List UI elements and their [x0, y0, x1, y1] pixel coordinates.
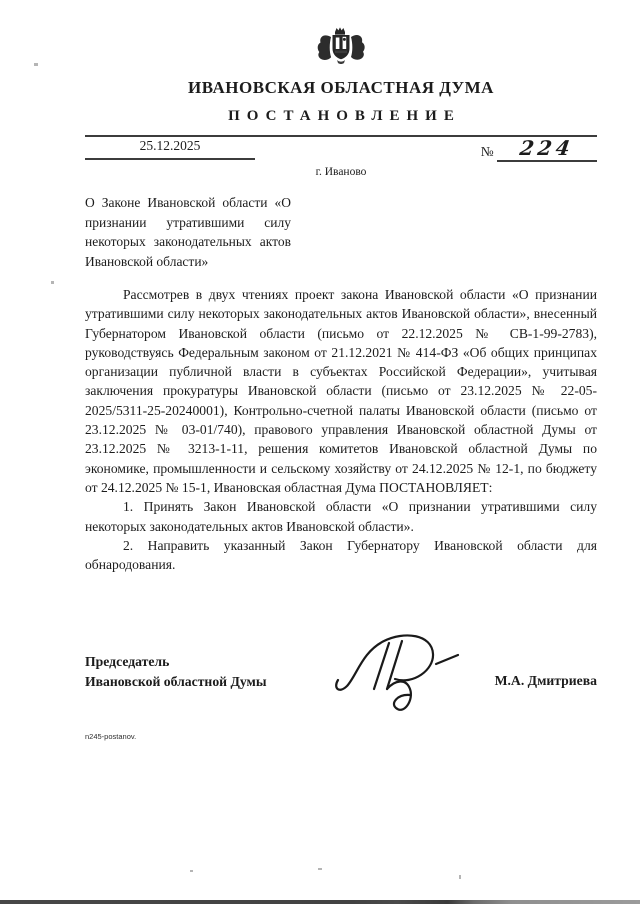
body-paragraph: Рассмотрев в двух чтениях проект закона Ивановской области «О признании утратившими силу некоторых законодательных актов Ивановской области», внесенный Губернатором Ивановской области (письмо от 22.12.2025 № СВ-1-99-2783), руководствуясь Федеральным законом от 21.12.2021 № 414-ФЗ «Об общих принципах организации публичной власти в субъектах Российской Федерации», учитывая заключения прокуратуры Ивановской области (письмо от 23.12.2025 № 22-05-2025/5311-25-20240001), Контрольно-счетной палаты Ивановской области (письмо от 23.12.2025 № 03-01/740), правового управления Ивановской областной Думы от 23.12.2025 № 3213-1-11, решения комитетов Ивановской областной Думы по экономике, промышленности и сельскому хозяйству от 24.12.2025 № 12-1, по бюджету от 24.12.2025 № 15-1, Ивановская областная Дума ПОСТАНОВЛЯЕТ: — [85, 287, 597, 495]
scan-speck — [34, 63, 38, 66]
document-subject: О Законе Ивановской области «О признании утратившими силу некоторых законодательных актов Ивановской области» — [85, 195, 291, 269]
document-date: 25.12.2025 — [85, 138, 255, 160]
organization-name: ИВАНОВСКАЯ ОБЛАСТНАЯ ДУМА — [188, 78, 494, 97]
body-item-1: 1. Принять Закон Ивановской области «О признании утратившими силу некоторых законодательных актов Ивановской области». — [85, 499, 597, 534]
signature-block — [85, 652, 597, 730]
scan-speck — [190, 870, 193, 872]
document-body — [85, 285, 597, 574]
scan-speck — [318, 868, 322, 870]
date-number-row — [85, 138, 597, 162]
body-item-2: 2. Направить указанный Закон Губернатору Ивановской области для обнародования. — [85, 537, 597, 573]
signature-icon — [332, 618, 464, 719]
document-type-title: ПОСТАНОВЛЕНИЕ — [228, 108, 461, 124]
number-sign-label: № — [480, 144, 494, 159]
scan-speck — [51, 281, 54, 284]
document-number-field — [497, 138, 597, 162]
document-number-group — [481, 138, 597, 158]
signer-name: М.А. Дмитриева — [494, 673, 597, 689]
signer-position-line1: Председатель — [85, 654, 170, 670]
signer-position-line2: Ивановской областной Думы — [85, 673, 267, 689]
coat-of-arms-icon — [85, 26, 597, 75]
handwritten-number: 224 — [518, 136, 576, 160]
document-place: г. Иваново — [315, 166, 367, 178]
footer-file-code: n245-postanov. — [85, 732, 137, 742]
scan-page-edge — [0, 900, 640, 904]
scan-speck — [459, 875, 461, 879]
header-divider — [85, 135, 597, 137]
